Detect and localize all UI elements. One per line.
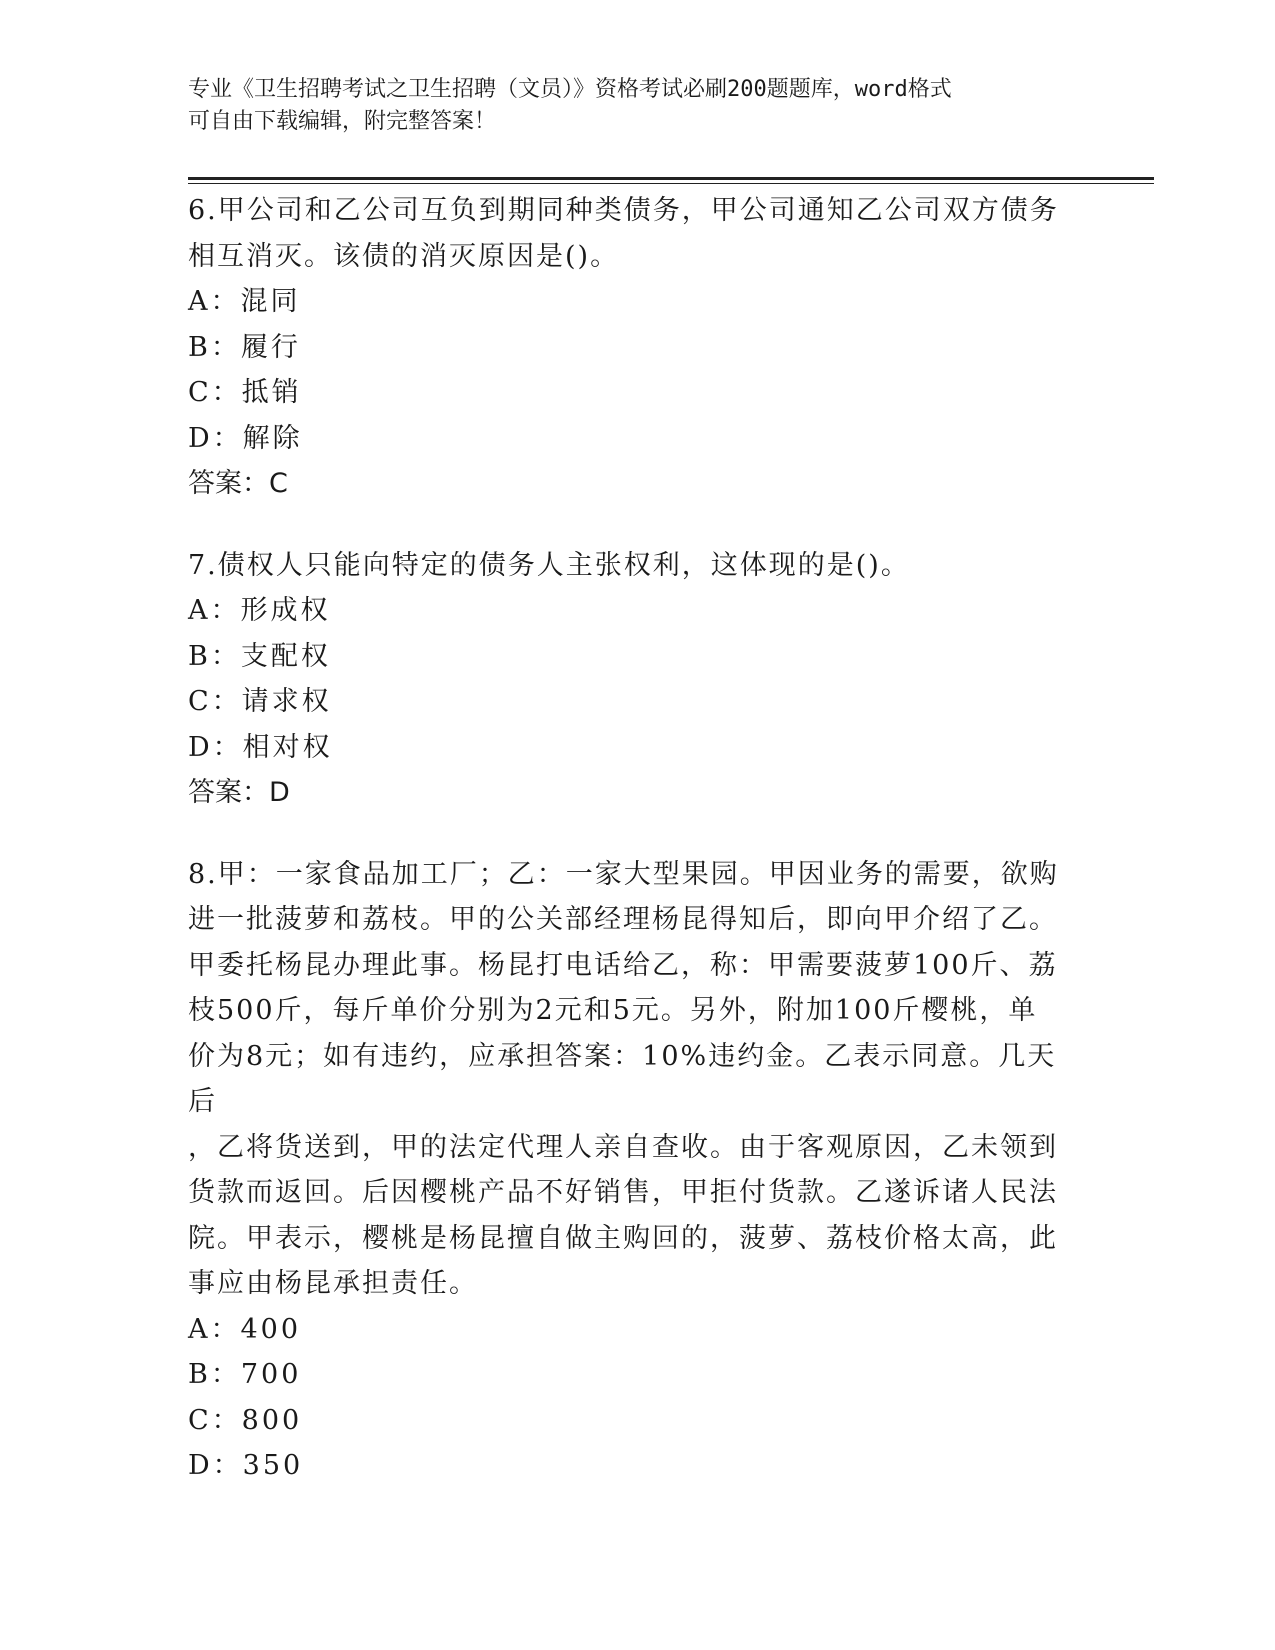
answer: 答案：C bbox=[188, 468, 288, 499]
question-7 bbox=[188, 543, 1078, 816]
stem-line: 事应由杨昆承担责任。 bbox=[188, 1268, 478, 1299]
option-b: B：700 bbox=[188, 1359, 302, 1390]
question-8 bbox=[188, 852, 1078, 1489]
stem-line: 院。甲表示，樱桃是杨昆擅自做主购回的，菠萝、荔枝价格太高，此 bbox=[188, 1222, 1058, 1254]
question-6 bbox=[188, 188, 1078, 507]
stem-line: 价为8元；如有违约，应承担答案：10%违约金。乙表示同意。几天后 bbox=[188, 1040, 1057, 1117]
stem-line: 7.债权人只能向特定的债务人主张权利，这体现的是()。 bbox=[188, 549, 910, 581]
option-a: A：混同 bbox=[188, 286, 301, 317]
stem-line: ，乙将货送到，甲的法定代理人亲自查收。由于客观原因，乙未领到 bbox=[188, 1131, 1058, 1163]
header-divider-thick bbox=[188, 177, 1154, 180]
option-d: D：解除 bbox=[188, 422, 303, 454]
stem-line: 6.甲公司和乙公司互负到期同种类债务，甲公司通知乙公司双方债务 bbox=[188, 195, 1059, 226]
stem-line: 相互消灭。该债的消灭原因是()。 bbox=[188, 240, 620, 272]
header-divider-thin bbox=[188, 183, 1154, 184]
question-list bbox=[188, 188, 1078, 1525]
header-line-1: 专业《卫生招聘考试之卫生招聘（文员）》资格考试必刷200题题库，word格式 bbox=[188, 77, 952, 102]
option-a: A：400 bbox=[188, 1313, 302, 1345]
option-d: D：350 bbox=[188, 1450, 304, 1481]
stem-line: 甲委托杨昆办理此事。杨昆打电话给乙，称：甲需要菠萝100斤、荔 bbox=[188, 949, 1058, 981]
option-a: A：形成权 bbox=[188, 595, 331, 626]
header-line-2: 可自由下载编辑，附完整答案！ bbox=[188, 109, 497, 134]
option-c: C：800 bbox=[188, 1404, 303, 1436]
option-d: D：相对权 bbox=[188, 731, 333, 763]
option-c: C：抵销 bbox=[188, 377, 302, 408]
question-stem bbox=[188, 543, 1078, 589]
stem-line: 8.甲：一家食品加工厂；乙：一家大型果园。甲因业务的需要，欲购 bbox=[188, 858, 1059, 890]
option-c: C：请求权 bbox=[188, 686, 332, 717]
answer: 答案：D bbox=[188, 777, 290, 808]
stem-line: 进一批菠萝和荔枝。甲的公关部经理杨昆得知后，即向甲介绍了乙。 bbox=[188, 904, 1058, 935]
stem-line: 货款而返回。后因樱桃产品不好销售，甲拒付货款。乙遂诉诸人民法 bbox=[188, 1177, 1058, 1208]
question-stem bbox=[188, 188, 1078, 279]
stem-line: 枝500斤，每斤单价分别为2元和5元。另外，附加100斤樱桃，单 bbox=[188, 995, 1038, 1026]
document-header bbox=[188, 74, 1088, 138]
option-b: B：支配权 bbox=[188, 640, 331, 672]
question-stem bbox=[188, 852, 1078, 1307]
option-b: B：履行 bbox=[188, 331, 301, 363]
